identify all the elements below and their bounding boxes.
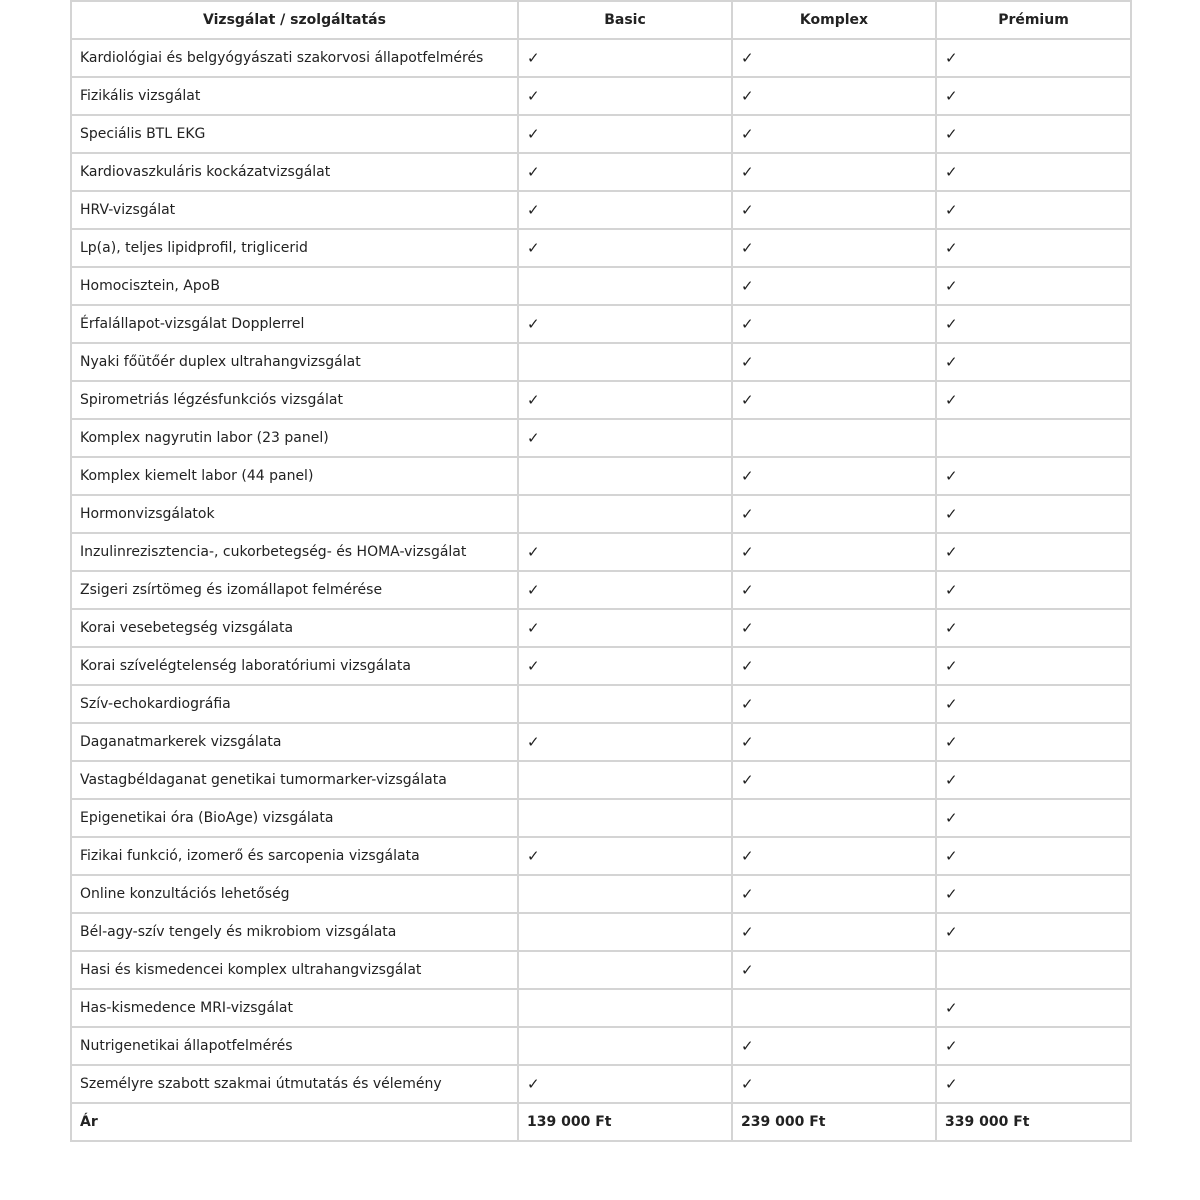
cell-komplex — [732, 229, 936, 267]
table-row — [71, 685, 1131, 723]
check-icon: ✓ — [945, 581, 958, 599]
check-icon: ✓ — [741, 581, 754, 599]
service-name: Nutrigenetikai állapotfelmérés — [71, 1027, 518, 1065]
check-icon: ✓ — [527, 1075, 540, 1093]
service-name: HRV-vizsgálat — [71, 191, 518, 229]
cell-premium — [936, 799, 1131, 837]
cell-premium — [936, 39, 1131, 77]
cell-premium — [936, 457, 1131, 495]
price-premium: 339 000 Ft — [936, 1103, 1131, 1141]
check-icon: ✓ — [945, 999, 958, 1017]
service-name: Online konzultációs lehetőség — [71, 875, 518, 913]
cell-premium — [936, 495, 1131, 533]
cell-komplex — [732, 647, 936, 685]
check-icon: ✓ — [945, 87, 958, 105]
check-icon: ✓ — [741, 277, 754, 295]
check-icon: ✓ — [945, 201, 958, 219]
check-icon: ✓ — [741, 391, 754, 409]
table-row — [71, 39, 1131, 77]
check-icon: ✓ — [945, 885, 958, 903]
check-icon: ✓ — [741, 771, 754, 789]
service-name: Kardiológiai és belgyógyászati szakorvosi állapotfelmérés — [71, 39, 518, 77]
cell-basic — [518, 609, 732, 647]
cell-premium — [936, 419, 1131, 457]
cell-premium — [936, 647, 1131, 685]
check-icon: ✓ — [945, 467, 958, 485]
check-icon: ✓ — [945, 239, 958, 257]
table-body — [71, 39, 1131, 1103]
check-icon: ✓ — [527, 429, 540, 447]
cell-komplex — [732, 913, 936, 951]
cell-komplex — [732, 571, 936, 609]
cell-premium — [936, 875, 1131, 913]
cell-basic — [518, 191, 732, 229]
table-row — [71, 381, 1131, 419]
table-row — [71, 419, 1131, 457]
cell-komplex — [732, 685, 936, 723]
cell-komplex — [732, 495, 936, 533]
table-row — [71, 533, 1131, 571]
table-row — [71, 1065, 1131, 1103]
service-name: Hormonvizsgálatok — [71, 495, 518, 533]
check-icon: ✓ — [741, 315, 754, 333]
cell-premium — [936, 951, 1131, 989]
service-name: Személyre szabott szakmai útmutatás és vélemény — [71, 1065, 518, 1103]
cell-komplex — [732, 761, 936, 799]
header-row — [71, 1, 1131, 39]
cell-komplex — [732, 343, 936, 381]
cell-premium — [936, 533, 1131, 571]
table-row — [71, 989, 1131, 1027]
cell-basic — [518, 875, 732, 913]
cell-komplex — [732, 1065, 936, 1103]
cell-premium — [936, 267, 1131, 305]
check-icon: ✓ — [945, 315, 958, 333]
table-row — [71, 1027, 1131, 1065]
check-icon: ✓ — [527, 657, 540, 675]
cell-premium — [936, 77, 1131, 115]
service-name: Komplex nagyrutin labor (23 panel) — [71, 419, 518, 457]
cell-komplex — [732, 191, 936, 229]
check-icon: ✓ — [945, 809, 958, 827]
cell-basic — [518, 571, 732, 609]
table-row — [71, 875, 1131, 913]
check-icon: ✓ — [741, 505, 754, 523]
service-name: Hasi és kismedencei komplex ultrahangvizsgálat — [71, 951, 518, 989]
cell-basic — [518, 1027, 732, 1065]
cell-premium — [936, 837, 1131, 875]
table-row — [71, 77, 1131, 115]
check-icon: ✓ — [527, 49, 540, 67]
check-icon: ✓ — [527, 847, 540, 865]
cell-basic — [518, 381, 732, 419]
cell-premium — [936, 989, 1131, 1027]
cell-basic — [518, 115, 732, 153]
cell-premium — [936, 685, 1131, 723]
check-icon: ✓ — [527, 581, 540, 599]
service-name: Speciális BTL EKG — [71, 115, 518, 153]
cell-basic — [518, 495, 732, 533]
check-icon: ✓ — [527, 315, 540, 333]
cell-basic — [518, 153, 732, 191]
check-icon: ✓ — [945, 391, 958, 409]
check-icon: ✓ — [945, 657, 958, 675]
cell-premium — [936, 153, 1131, 191]
service-name: Korai szívelégtelenség laboratóriumi vizsgálata — [71, 647, 518, 685]
cell-basic — [518, 39, 732, 77]
check-icon: ✓ — [741, 353, 754, 371]
cell-premium — [936, 723, 1131, 761]
cell-komplex — [732, 951, 936, 989]
service-name: Inzulinrezisztencia-, cukorbetegség- és HOMA-vizsgálat — [71, 533, 518, 571]
check-icon: ✓ — [945, 695, 958, 713]
table-row — [71, 837, 1131, 875]
check-icon: ✓ — [741, 1037, 754, 1055]
service-name: Has-kismedence MRI-vizsgálat — [71, 989, 518, 1027]
cell-basic — [518, 343, 732, 381]
table-row — [71, 951, 1131, 989]
check-icon: ✓ — [527, 201, 540, 219]
service-name: Spirometriás légzésfunkciós vizsgálat — [71, 381, 518, 419]
table-row — [71, 191, 1131, 229]
cell-komplex — [732, 419, 936, 457]
check-icon: ✓ — [741, 163, 754, 181]
table-row — [71, 913, 1131, 951]
cell-komplex — [732, 305, 936, 343]
cell-komplex — [732, 609, 936, 647]
table-row — [71, 609, 1131, 647]
check-icon: ✓ — [741, 1075, 754, 1093]
check-icon: ✓ — [527, 391, 540, 409]
service-name: Fizikai funkció, izomerő és sarcopenia vizsgálata — [71, 837, 518, 875]
check-icon: ✓ — [945, 163, 958, 181]
table-row — [71, 267, 1131, 305]
cell-basic — [518, 799, 732, 837]
check-icon: ✓ — [945, 505, 958, 523]
check-icon: ✓ — [741, 885, 754, 903]
table-row — [71, 799, 1131, 837]
cell-komplex — [732, 457, 936, 495]
check-icon: ✓ — [945, 353, 958, 371]
service-name: Zsigeri zsírtömeg és izomállapot felmérése — [71, 571, 518, 609]
check-icon: ✓ — [527, 619, 540, 637]
check-icon: ✓ — [741, 847, 754, 865]
cell-basic — [518, 419, 732, 457]
cell-premium — [936, 191, 1131, 229]
header-plan-komplex: Komplex — [732, 1, 936, 39]
check-icon: ✓ — [527, 543, 540, 561]
cell-komplex — [732, 39, 936, 77]
cell-komplex — [732, 837, 936, 875]
cell-basic — [518, 761, 732, 799]
service-name: Komplex kiemelt labor (44 panel) — [71, 457, 518, 495]
service-name: Kardiovaszkuláris kockázatvizsgálat — [71, 153, 518, 191]
cell-premium — [936, 343, 1131, 381]
check-icon: ✓ — [741, 961, 754, 979]
package-comparison-table — [70, 0, 1132, 1142]
check-icon: ✓ — [945, 771, 958, 789]
cell-komplex — [732, 723, 936, 761]
check-icon: ✓ — [945, 49, 958, 67]
cell-basic — [518, 267, 732, 305]
cell-basic — [518, 951, 732, 989]
check-icon: ✓ — [741, 543, 754, 561]
cell-basic — [518, 989, 732, 1027]
table-row — [71, 495, 1131, 533]
table-row — [71, 115, 1131, 153]
cell-basic — [518, 229, 732, 267]
cell-premium — [936, 381, 1131, 419]
cell-premium — [936, 115, 1131, 153]
cell-basic — [518, 913, 732, 951]
check-icon: ✓ — [945, 733, 958, 751]
cell-premium — [936, 609, 1131, 647]
service-name: Érfalállapot-vizsgálat Dopplerrel — [71, 305, 518, 343]
check-icon: ✓ — [527, 239, 540, 257]
cell-basic — [518, 457, 732, 495]
cell-komplex — [732, 533, 936, 571]
check-icon: ✓ — [741, 467, 754, 485]
service-name: Lp(a), teljes lipidprofil, triglicerid — [71, 229, 518, 267]
price-basic: 139 000 Ft — [518, 1103, 732, 1141]
header-plan-premium: Prémium — [936, 1, 1131, 39]
check-icon: ✓ — [741, 695, 754, 713]
check-icon: ✓ — [741, 923, 754, 941]
header-service: Vizsgálat / szolgáltatás — [71, 1, 518, 39]
check-icon: ✓ — [741, 239, 754, 257]
cell-komplex — [732, 1027, 936, 1065]
service-name: Bél-agy-szív tengely és mikrobiom vizsgálata — [71, 913, 518, 951]
cell-komplex — [732, 153, 936, 191]
table-row — [71, 761, 1131, 799]
table-row — [71, 723, 1131, 761]
check-icon: ✓ — [741, 201, 754, 219]
check-icon: ✓ — [945, 847, 958, 865]
cell-komplex — [732, 77, 936, 115]
table-row — [71, 305, 1131, 343]
cell-premium — [936, 1065, 1131, 1103]
cell-basic — [518, 723, 732, 761]
table-row — [71, 647, 1131, 685]
service-name: Vastagbéldaganat genetikai tumormarker-vizsgálata — [71, 761, 518, 799]
cell-komplex — [732, 989, 936, 1027]
cell-premium — [936, 913, 1131, 951]
check-icon: ✓ — [527, 125, 540, 143]
check-icon: ✓ — [741, 657, 754, 675]
cell-premium — [936, 305, 1131, 343]
cell-premium — [936, 229, 1131, 267]
price-komplex: 239 000 Ft — [732, 1103, 936, 1141]
service-name: Homocisztein, ApoB — [71, 267, 518, 305]
service-name: Korai vesebetegség vizsgálata — [71, 609, 518, 647]
check-icon: ✓ — [741, 87, 754, 105]
check-icon: ✓ — [741, 49, 754, 67]
price-row — [71, 1103, 1131, 1141]
check-icon: ✓ — [741, 619, 754, 637]
check-icon: ✓ — [945, 1037, 958, 1055]
table-row — [71, 229, 1131, 267]
check-icon: ✓ — [945, 543, 958, 561]
cell-komplex — [732, 799, 936, 837]
check-icon: ✓ — [527, 163, 540, 181]
check-icon: ✓ — [945, 125, 958, 143]
check-icon: ✓ — [945, 1075, 958, 1093]
service-name: Szív-echokardiográfia — [71, 685, 518, 723]
table-row — [71, 457, 1131, 495]
cell-komplex — [732, 115, 936, 153]
price-label: Ár — [71, 1103, 518, 1141]
table-row — [71, 343, 1131, 381]
cell-komplex — [732, 875, 936, 913]
check-icon: ✓ — [741, 733, 754, 751]
cell-basic — [518, 1065, 732, 1103]
check-icon: ✓ — [945, 619, 958, 637]
cell-premium — [936, 1027, 1131, 1065]
service-name: Epigenetikai óra (BioAge) vizsgálata — [71, 799, 518, 837]
cell-basic — [518, 77, 732, 115]
check-icon: ✓ — [945, 923, 958, 941]
check-icon: ✓ — [527, 87, 540, 105]
cell-komplex — [732, 381, 936, 419]
cell-basic — [518, 647, 732, 685]
check-icon: ✓ — [945, 277, 958, 295]
table-row — [71, 571, 1131, 609]
check-icon: ✓ — [741, 125, 754, 143]
table-row — [71, 153, 1131, 191]
cell-komplex — [732, 267, 936, 305]
service-name: Daganatmarkerek vizsgálata — [71, 723, 518, 761]
service-name: Nyaki főütőér duplex ultrahangvizsgálat — [71, 343, 518, 381]
cell-premium — [936, 761, 1131, 799]
cell-basic — [518, 533, 732, 571]
service-name: Fizikális vizsgálat — [71, 77, 518, 115]
check-icon: ✓ — [527, 733, 540, 751]
cell-basic — [518, 837, 732, 875]
header-plan-basic: Basic — [518, 1, 732, 39]
cell-basic — [518, 305, 732, 343]
cell-premium — [936, 571, 1131, 609]
cell-basic — [518, 685, 732, 723]
